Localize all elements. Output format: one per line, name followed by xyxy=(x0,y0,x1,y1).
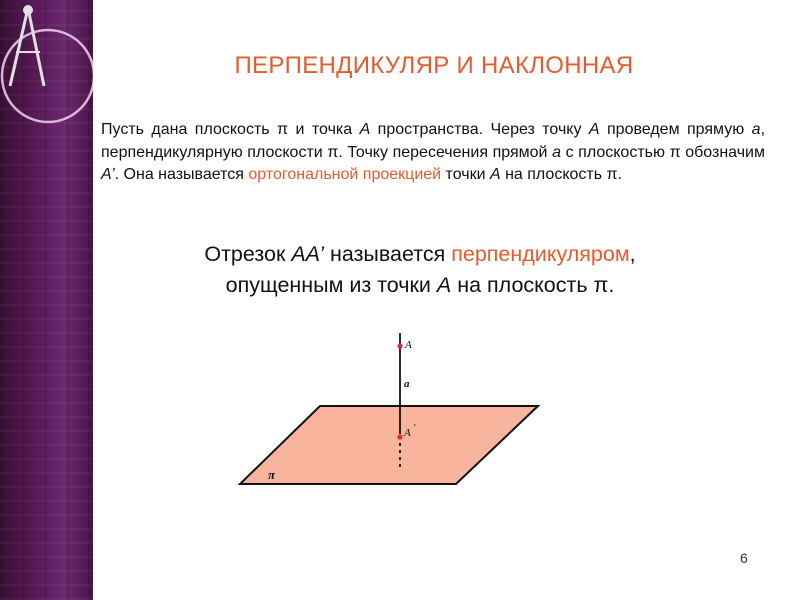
point-variable: A’ xyxy=(101,166,115,183)
paragraph-text: точки xyxy=(441,166,490,183)
paragraph-text: с плоскостью π обозначим xyxy=(560,143,765,161)
point-variable: A xyxy=(489,166,501,183)
compass-icon xyxy=(0,0,93,140)
point-A xyxy=(397,343,402,348)
key-statement xyxy=(100,239,740,301)
statement-text: Отрезок xyxy=(204,242,292,266)
paragraph-text: , перпендикулярную плоскости π. Точку пересечения прямой xyxy=(101,121,766,161)
page-number: 6 xyxy=(740,550,748,566)
label-prime-mark: ' xyxy=(414,423,416,434)
statement-text: , xyxy=(629,242,636,266)
point-variable: A xyxy=(588,121,600,138)
definition-paragraph xyxy=(101,119,765,187)
label-A-prime: A xyxy=(404,427,411,439)
line-variable: a xyxy=(751,121,761,138)
paragraph-text: на плоскость π. xyxy=(500,166,622,183)
point-A-prime xyxy=(397,434,402,439)
highlight-term: перпендикуляром xyxy=(451,242,630,266)
statement-text: на плоскость π. xyxy=(451,273,615,297)
label-A: A xyxy=(405,339,412,351)
segment-variable: AA’ xyxy=(291,242,324,266)
highlight-term: ортогональной проекцией xyxy=(248,166,442,183)
paragraph-text: проведем прямую xyxy=(599,121,752,138)
plane-pi xyxy=(240,406,538,484)
paragraph-text: пространства. Через точку xyxy=(370,121,589,138)
statement-text: опущенным из точки xyxy=(225,273,437,297)
paragraph-text: Пусть дана плоскость π и точка xyxy=(101,121,360,138)
decorative-sidebar xyxy=(0,0,93,600)
label-a: a xyxy=(404,378,410,390)
line-variable: a xyxy=(552,143,561,161)
point-variable: A xyxy=(359,121,371,138)
point-variable: A xyxy=(436,273,452,297)
label-pi: π xyxy=(268,467,276,482)
paragraph-text: . Она называется xyxy=(114,166,249,183)
slide-title: ПЕРПЕНДИКУЛЯР И НАКЛОННАЯ xyxy=(234,52,634,79)
perpendicular-diagram xyxy=(230,330,550,490)
statement-text: называется xyxy=(324,242,452,266)
